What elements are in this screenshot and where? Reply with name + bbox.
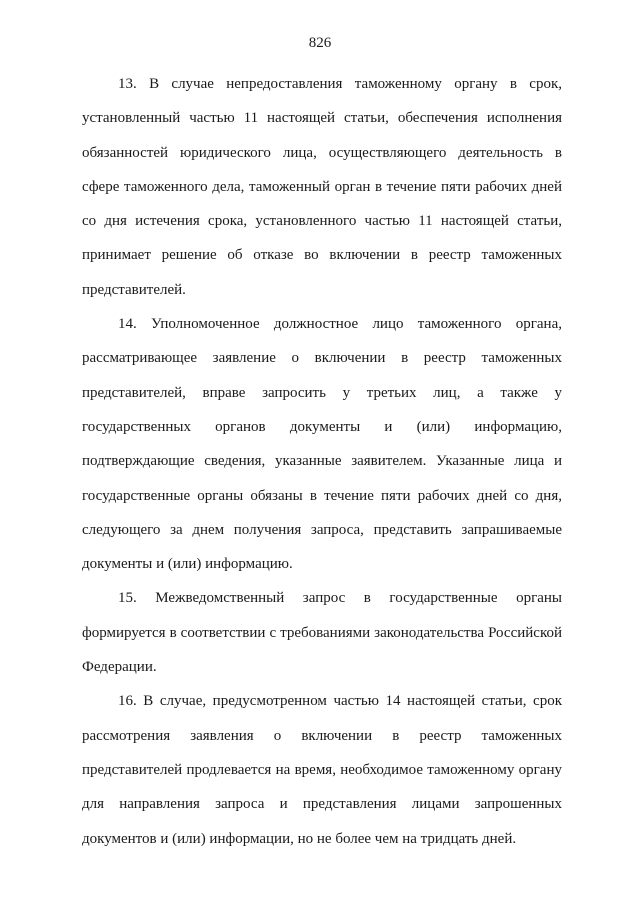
document-body	[82, 67, 562, 856]
paragraph-14: 14. Уполномоченное должностное лицо таможенного органа, рассматривающее заявление о включении в реестр таможенных представителей, вправе запросить у третьих лиц, а также у государственных органов документы и (или) информацию, подтверждающие сведения, указанные заявителем. Указанные лица и государственные органы обязаны в течение пяти рабочих дней со дня, следующего за днем получения запроса, представить запрашиваемые документы и (или) информацию.	[82, 316, 562, 573]
paragraph-13: 13. В случае непредоставления таможенному органу в срок, установленный частью 11 настоящей статьи, обеспечения исполнения обязанностей юридического лица, осуществляющего деятельность в сфере таможенного дела, таможенный орган в течение пяти рабочих дней со дня истечения срока, установленного частью 11 настоящей статьи, принимает решение об отказе во включении в реестр таможенных представителей.	[82, 76, 562, 298]
paragraph-16: 16. В случае, предусмотренном частью 14 настоящей статьи, срок рассмотрения заявления о включении в реестр таможенных представителей продлевается на время, необходимое таможенному органу для направления запроса и представления лицами запрошенных документов и (или) информации, но не более чем на тридцать дней.	[82, 693, 562, 847]
paragraph-15: 15. Межведомственный запрос в государственные органы формируется в соответствии с требованиями законодательства Российской Федерации.	[82, 590, 562, 676]
page-number: 826	[308, 35, 332, 51]
